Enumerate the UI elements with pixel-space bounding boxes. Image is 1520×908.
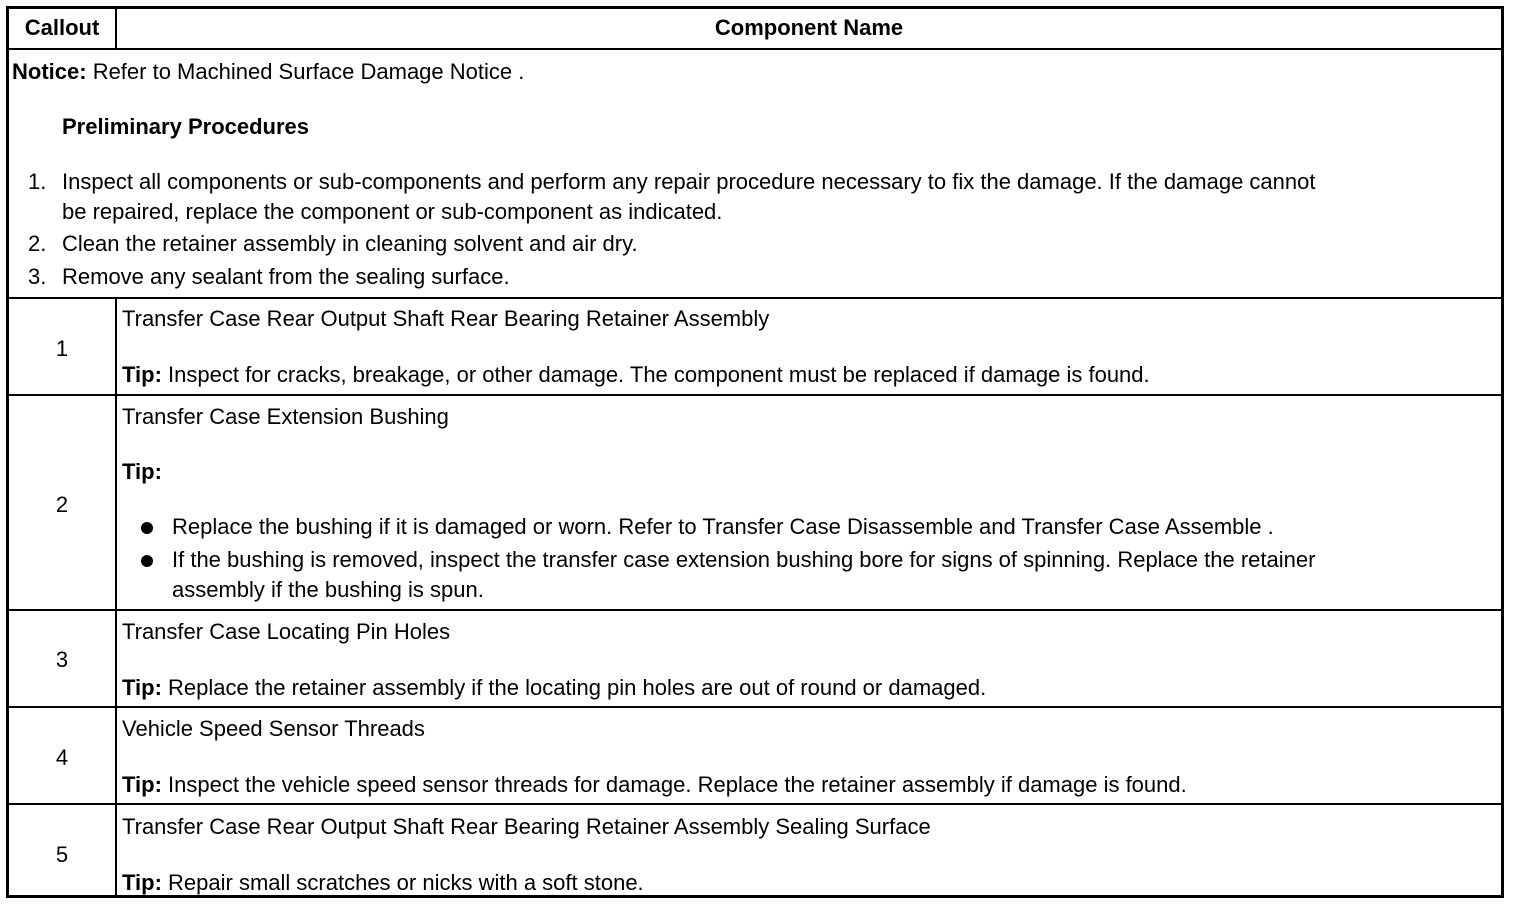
callout-number: 5 — [55, 842, 69, 867]
row-divider — [9, 609, 1501, 611]
step-text: be repaired, replace the component or sub-component as indicated. — [62, 199, 723, 224]
row-divider — [9, 297, 1501, 299]
tip-text: Inspect for cracks, breakage, or other damage. The component must be replaced if damage is found. — [168, 362, 1150, 387]
notice-label: Notice: — [12, 59, 87, 84]
component-name: Transfer Case Locating Pin Holes — [122, 619, 451, 644]
tip-text: Repair small scratches or nicks with a soft stone. — [168, 870, 644, 895]
component-name: Transfer Case Rear Output Shaft Rear Bearing Retainer Assembly — [122, 306, 770, 331]
header-callout: Callout — [24, 15, 100, 40]
tip-text: Replace the retainer assembly if the locating pin holes are out of round or damaged. — [168, 675, 987, 700]
step-text: Clean the retainer assembly in cleaning solvent and air dry. — [62, 231, 638, 256]
notice — [12, 59, 524, 85]
callout-number: 2 — [55, 492, 69, 517]
step-number: 1. — [28, 169, 47, 194]
tip-label: Tip: — [122, 675, 162, 700]
row-divider — [9, 394, 1501, 396]
tip — [122, 772, 1187, 798]
callout-number: 1 — [55, 336, 69, 361]
component-name: Transfer Case Rear Output Shaft Rear Bearing Retainer Assembly Sealing Surface — [122, 814, 931, 839]
step-text: Inspect all components or sub-components and perform any repair procedure necessary to fix the damage. If the damage cannot — [62, 169, 1316, 194]
bullet-icon — [141, 522, 153, 534]
notice-text: Refer to Machined Surface Damage Notice . — [92, 59, 525, 84]
tip — [122, 870, 644, 896]
header-divider — [9, 48, 1501, 50]
tip — [122, 362, 1150, 388]
tip-label: Tip: — [122, 362, 162, 387]
row-divider — [9, 803, 1501, 805]
component-table — [6, 6, 1504, 898]
component-name: Vehicle Speed Sensor Threads — [122, 716, 425, 741]
callout-number: 3 — [55, 647, 69, 672]
bullet-icon — [141, 555, 153, 567]
header-component-name: Component Name — [714, 15, 904, 40]
bullet-text: assembly if the bushing is spun. — [172, 577, 484, 602]
row-divider — [9, 706, 1501, 708]
step-number: 2. — [28, 231, 47, 256]
column-divider — [115, 297, 117, 898]
preliminary-heading: Preliminary Procedures — [62, 114, 310, 139]
bullet-text: If the bushing is removed, inspect the transfer case extension bushing bore for signs of spinning. Replace the retainer — [172, 547, 1316, 572]
tip-label: Tip: — [122, 870, 162, 895]
tip-label: Tip: — [122, 459, 162, 484]
step-text: Remove any sealant from the sealing surface. — [62, 264, 510, 289]
step-number: 3. — [28, 264, 47, 289]
tip — [122, 675, 986, 701]
callout-number: 4 — [55, 745, 69, 770]
bullet-text: Replace the bushing if it is damaged or worn. Refer to Transfer Case Disassemble and Transfer Case Assemble . — [172, 514, 1274, 539]
tip-text: Inspect the vehicle speed sensor threads for damage. Replace the retainer assembly if damage is found. — [168, 772, 1187, 797]
tip-label: Tip: — [122, 772, 162, 797]
component-name: Transfer Case Extension Bushing — [122, 404, 449, 429]
